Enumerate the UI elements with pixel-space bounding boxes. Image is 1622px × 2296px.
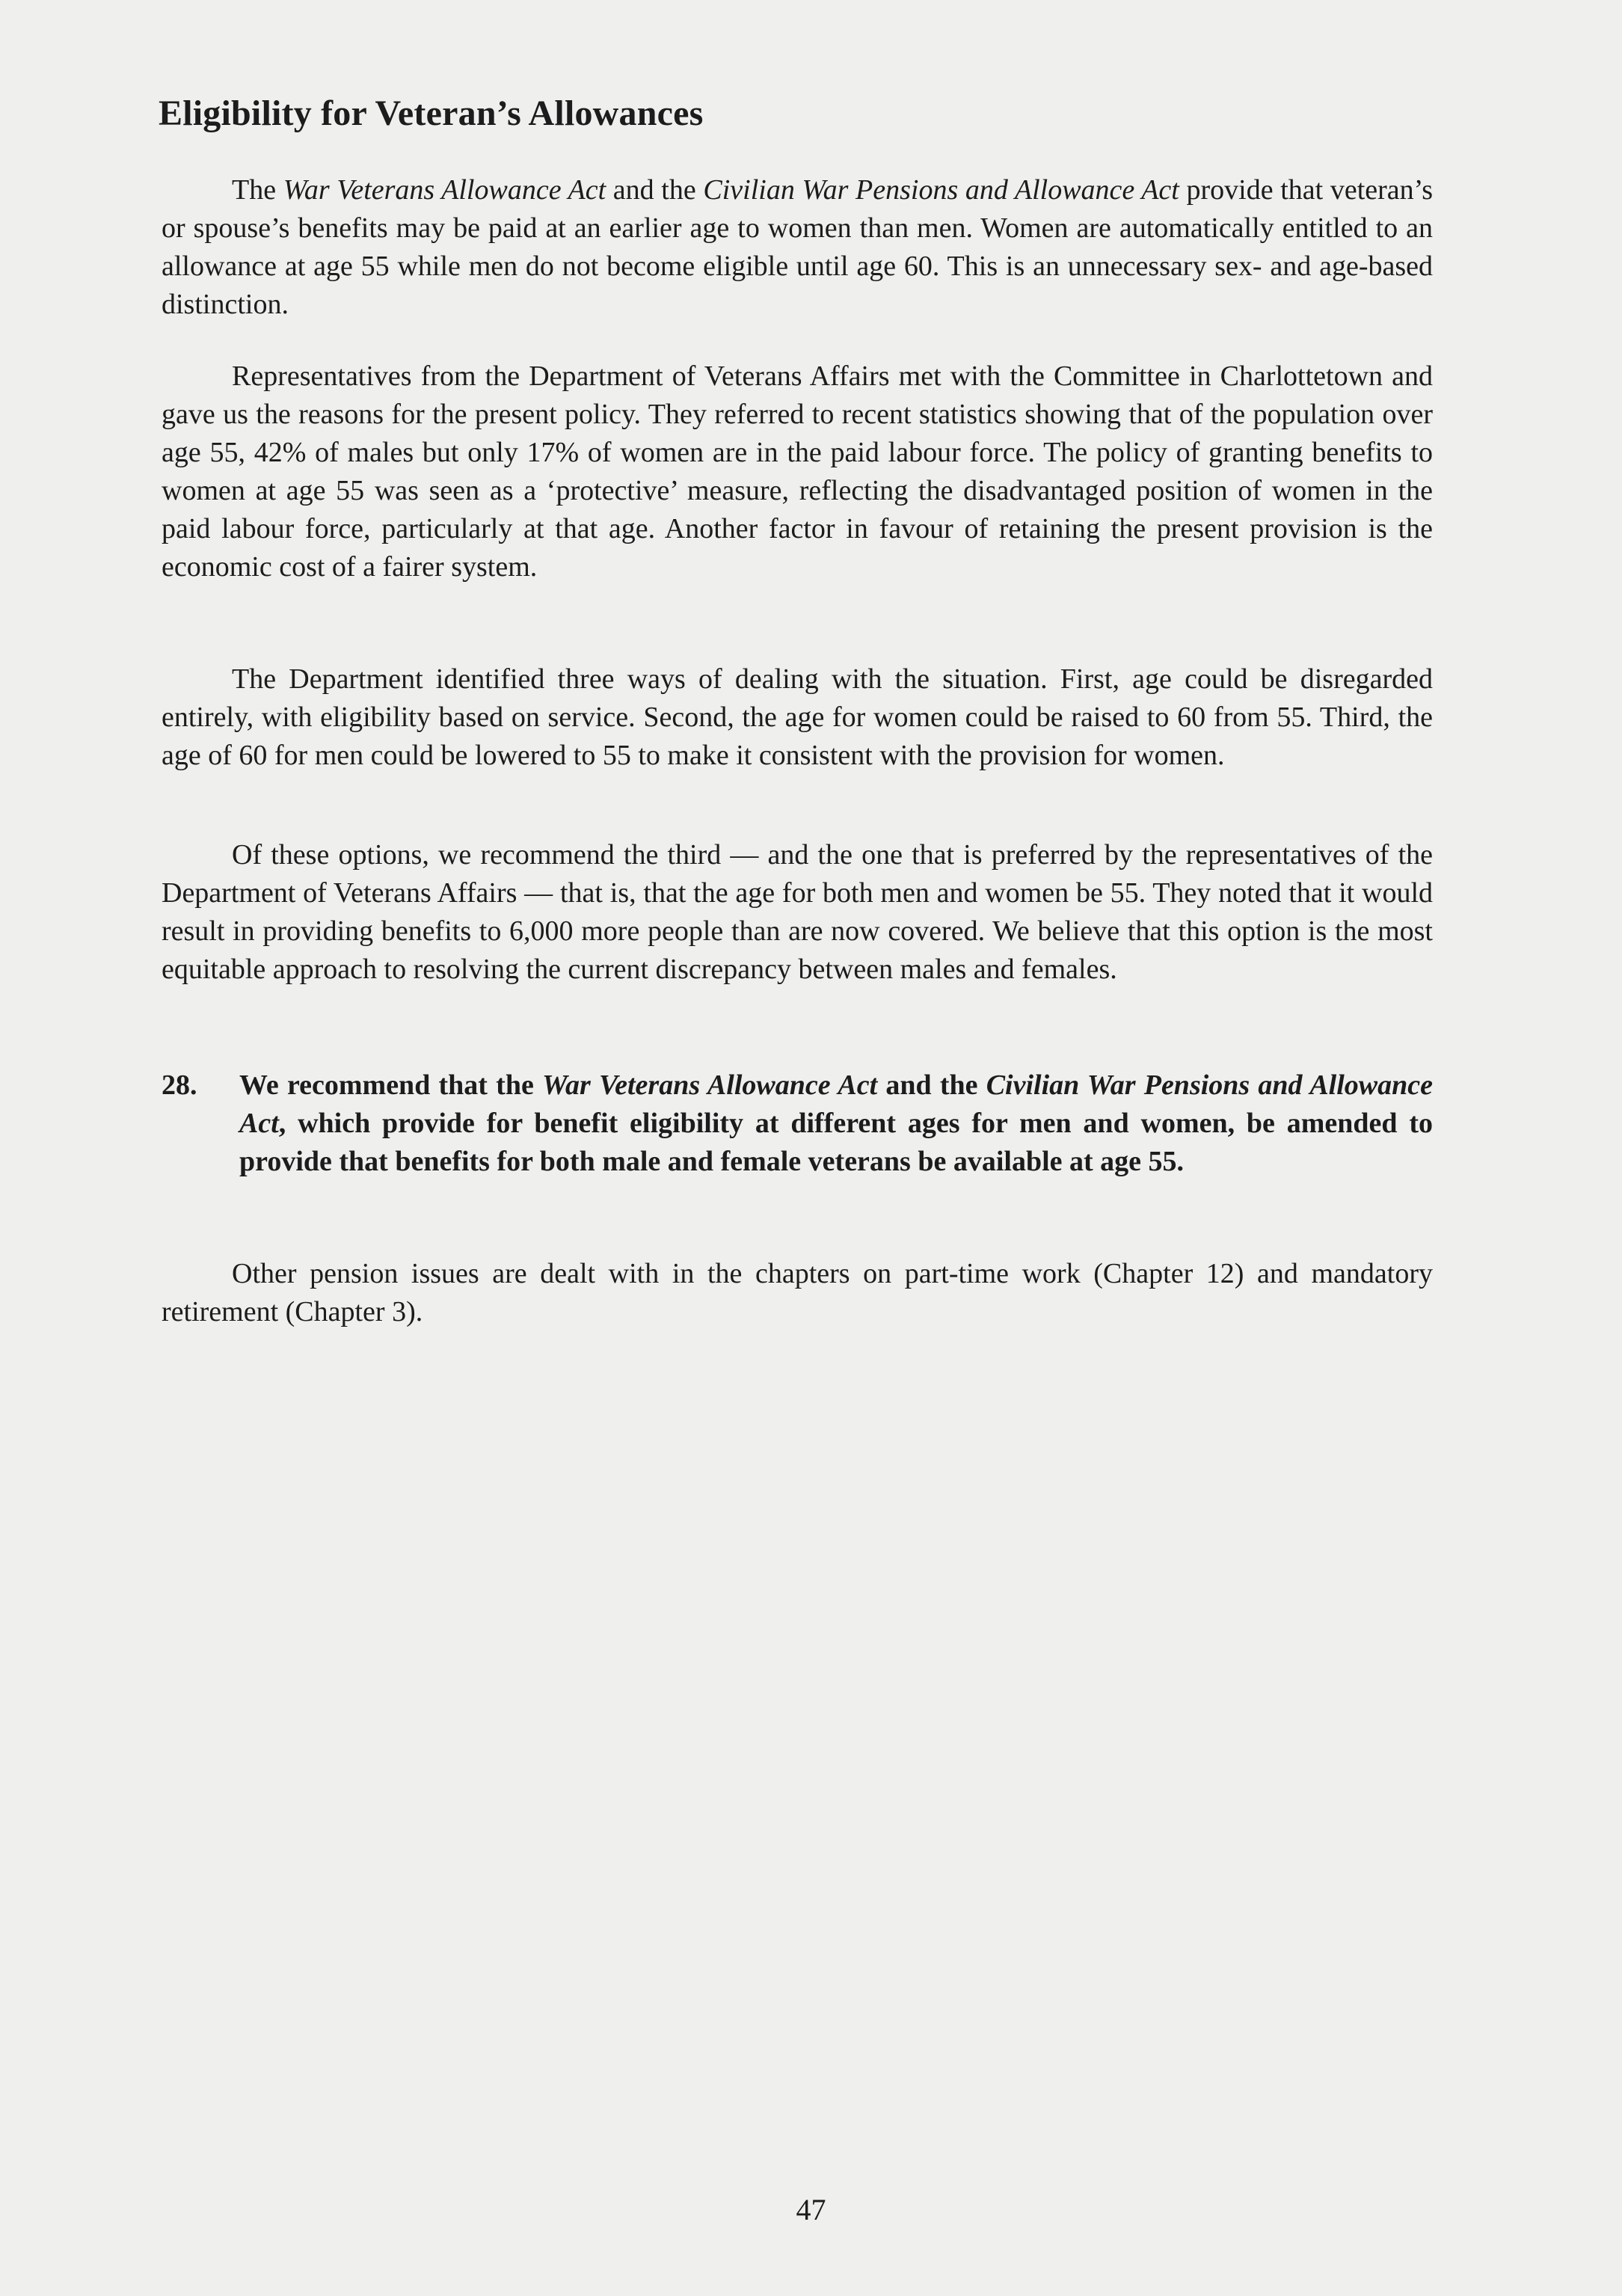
recommendation-number: 28. [162,1069,197,1101]
act-title-civilian-war-pensions: Civilian War Pensions and Allowance Act [703,174,1179,206]
paragraph-2-text: Representatives from the Department of Veterans Affairs met with the Committee in Charlottetown and gave us the reasons for the present policy. They referred to recent statistics showing that of the population over age 55, 42% of males but only 17% of women are in the paid labour force. The policy of granting benefits to women at age 55 was seen as a ‘protective’ measure, reflecting the disadvantaged position of women in the paid labour force, particularly at that age. Another factor in favour of retaining the present provision is the economic cost of a fairer system. [162,360,1433,583]
recommendation-part-b: and the [877,1069,986,1101]
recommendation-part-c: , which provide for benefit eligibility at different ages for men and women, be amended to provide that benefits for both male and female veterans be available at age 55. [239,1108,1433,1177]
section-heading: Eligibility for Veteran’s Allowances [159,93,704,133]
act-title-war-veterans: War Veterans Allowance Act [283,174,606,206]
recommendation-act-war-veterans: War Veterans Allowance Act [542,1069,878,1101]
recommendation-act-civilian-war-pensions: Civilian War Pensions and Allowance Act [239,1069,1434,1139]
paragraph-1 [162,171,1433,324]
paragraph-1-part-a: The [232,174,283,206]
paragraph-1-part-b: and the [606,174,704,206]
paragraph-4 [162,836,1433,989]
paragraph-4-text: Of these options, we recommend the third — and the one that is preferred by the representatives of the Department of Veterans Affairs — that is, that the age for both men and women be 55. They noted that it would result in providing benefits to 6,000 more people than are now covered. We believe that this option is the most equitable approach to resolving the current discrepancy between males and females. [162,839,1433,985]
paragraph-3 [162,660,1433,775]
paragraph-5 [162,1255,1433,1331]
paragraph-2 [162,357,1433,586]
recommendation-part-a: We recommend that the [239,1069,543,1101]
paragraph-5-text: Other pension issues are dealt with in the chapters on part-time work (Chapter 12) and mandatory retirement (Chapter 3). [162,1258,1433,1327]
paragraph-3-text: The Department identified three ways of dealing with the situation. First, age could be disregarded entirely, with eligibility based on service. Second, the age for women could be raised to 60 from 55. Third, the age of 60 for men could be lowered to 55 to make it consistent with the provision for women. [162,663,1433,771]
page-number: 47 [796,2193,826,2226]
paragraph-1-part-c: provide that veteran’s or spouse’s benefits may be paid at an earlier age to women than men. Women are automatically entitled to an allowance at age 55 while men do not become eligible until age 60. This is an unnecessary sex- and age-based distinction. [162,174,1434,320]
recommendation-text [239,1066,1433,1181]
